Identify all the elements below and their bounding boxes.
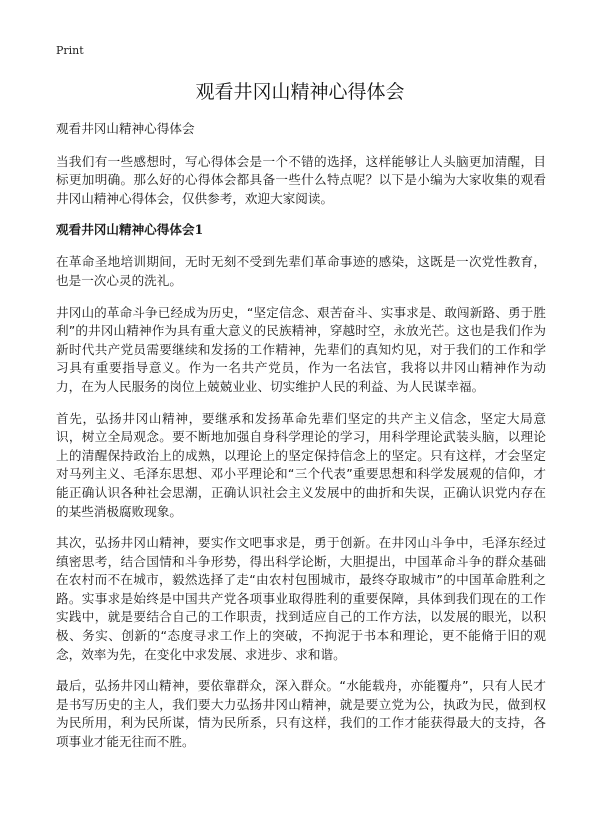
intro-paragraph: 当我们有一些感想时，写心得体会是一个不错的选择，这样能够让人头脑更加清醒，目标更加明确。那么好的心得体会都具备一些什么特点呢？以下是小编为大家收集的观看井冈山精神心得体会，仅供参考，欢迎大家阅读。	[56, 153, 546, 206]
body-paragraph: 首先，弘扬井冈山精神，要继承和发扬革命先辈们坚定的共产主义信念，坚定大局意识，树立全局观念。要不断地加强自身科学理论的学习，用科学理论武装头脑，以理论上的清醒保持政治上的成熟，以理论上的坚定保持信念上的坚定。只有这样，才会坚定对马列主义、毛泽东思想、邓小平理论和“三个代表”重要思想和科学发展观的信仰，才能正确认识各种社会思潮，正确认识社会主义发展中的曲折和失误，正确认识党内存在的某些消极腐败现象。	[56, 410, 546, 519]
document-body	[56, 120, 546, 765]
body-paragraph: 在革命圣地培训期间，无时无刻不受到先辈们革命事迹的感染，这既是一次党性教育，也是一次心灵的洗礼。	[56, 254, 546, 288]
document-subtitle: 观看井冈山精神心得体会	[56, 121, 195, 136]
section-heading: 观看井冈山精神心得体会1	[56, 222, 204, 238]
document-title: 观看井冈山精神心得体会	[195, 81, 405, 103]
body-paragraph: 最后，弘扬井冈山精神，要依靠群众，深入群众。“水能载舟，亦能覆舟”，只有人民才是书写历史的主人，我们要大力弘扬井冈山精神，就是要立党为公，执政为民，做到权为民所用，利为民所谋，情为民所系，只有这样，我们的工作才能获得最大的支持，各项事业才能无往而不胜。	[56, 678, 546, 750]
body-paragraph: 井冈山的革命斗争已经成为历史，“坚定信念、艰苦奋斗、实事求是、敢闯新路、勇于胜利”的井冈山精神作为具有重大意义的民族精神，穿越时空，永放光芒。这也是我们作为新时代共产党员需要继续和发扬的工作精神，先辈们的真知灼见，对于我们的工作和学习具有重要指导意义。作为一名共产党员，作为一名法官，我将以井冈山精神作为动力，在为人民服务的岗位上兢兢业业、切实维护人民的利益、为人民谋幸福。	[56, 304, 546, 394]
body-paragraph: 其次，弘扬井冈山精神，要实作文吧事求是，勇于创新。在井冈山斗争中，毛泽东经过缜密思考，结合国情和斗争形势，得出科学论断，大胆提出，中国革命斗争的群众基础在农村而不在城市，毅然选择了走“由农村包围城市，最终夺取城市”的中国革命胜利之路。实事求是始终是中国共产党各项事业取得胜利的重要保障，具体到我们现在的工作实践中，就是要结合自己的工作职责，找到适应自己的工作方法，以发展的眼光，以积极、务实、创新的“态度寻求工作上的突破，不拘泥于书本和理论，更不能脩于旧的观念，效率为先，在变化中求发展、求进步、求和谐。	[56, 535, 546, 662]
print-link[interactable]: Print	[56, 44, 84, 57]
